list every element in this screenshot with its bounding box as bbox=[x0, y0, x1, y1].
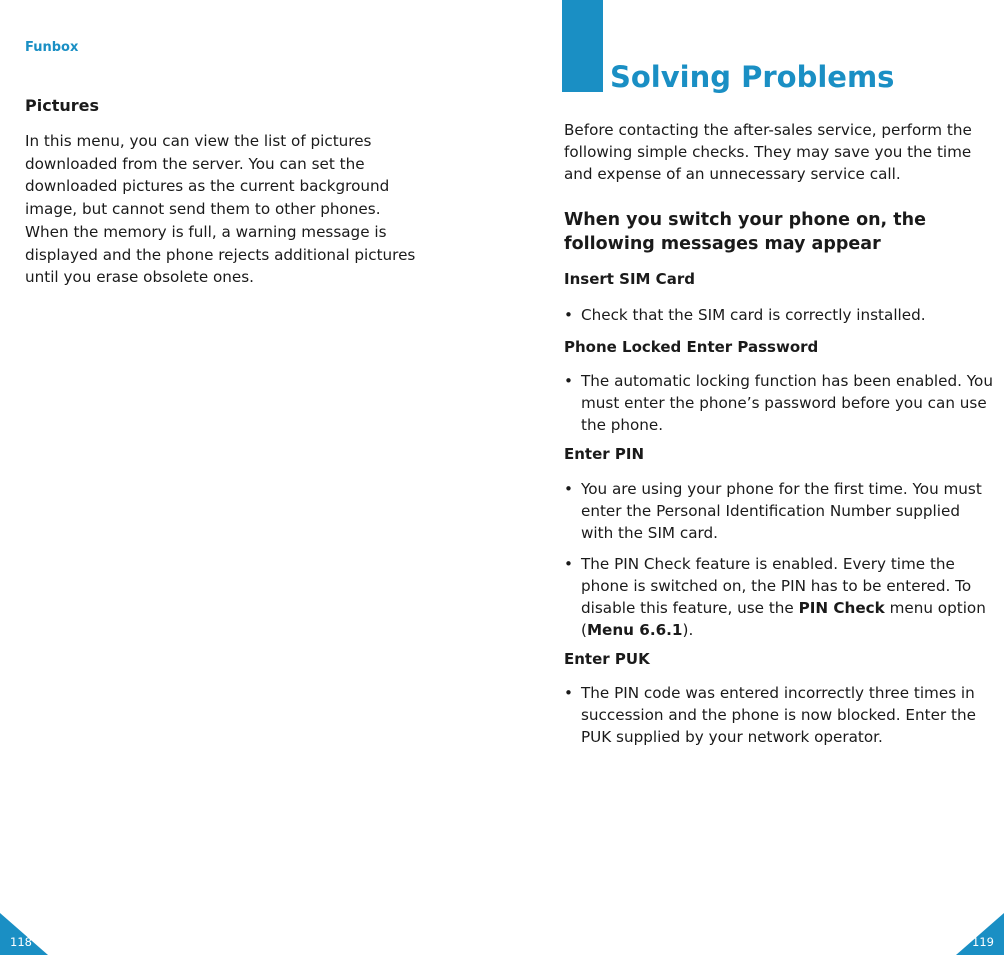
running-header: Funbox bbox=[25, 40, 79, 55]
item-title: Enter PIN bbox=[564, 445, 645, 463]
right-page bbox=[510, 0, 1004, 955]
bullet-text: The PIN code was entered incorrectly three times in succession and the phone is now blocked. Enter the PUK supplied by your network operator. bbox=[581, 684, 976, 746]
bullet-text: You are using your phone for the first time. You must enter the Personal Identification Number supplied with the SIM card. bbox=[581, 480, 982, 542]
page-number: 118 bbox=[10, 935, 32, 949]
bullet-icon: • bbox=[564, 372, 573, 390]
chapter-tab-marker bbox=[562, 0, 603, 92]
bullet-text: The automatic locking function has been enabled. You must enter the phone’s password before you can use the phone. bbox=[581, 372, 993, 434]
bullet-item bbox=[564, 304, 996, 326]
bullet-icon: • bbox=[564, 306, 573, 324]
item-title: Phone Locked Enter Password bbox=[564, 338, 819, 356]
bullet-icon: • bbox=[564, 480, 573, 498]
bullet-icon: • bbox=[564, 684, 573, 702]
bullet-item bbox=[564, 478, 996, 544]
bullet-item bbox=[564, 370, 996, 436]
item-title: Insert SIM Card bbox=[564, 270, 695, 288]
bullet-text: The PIN Check feature is enabled. Every time the phone is switched on, the PIN has to be entered. To disable this feature, use the PIN Check menu option (Menu 6.6.1). bbox=[581, 555, 986, 639]
page-number-left bbox=[0, 913, 48, 955]
left-page bbox=[0, 0, 490, 955]
item-title: Enter PUK bbox=[564, 650, 650, 668]
bullet-text: Check that the SIM card is correctly installed. bbox=[581, 306, 926, 324]
paragraph: In this menu, you can view the list of pictures downloaded from the server. You can set the downloaded pictures as the current background image, but cannot send them to other phones. bbox=[25, 132, 390, 218]
page-number: 119 bbox=[972, 935, 994, 949]
chapter-title: Solving Problems bbox=[610, 60, 895, 94]
section-title: Pictures bbox=[25, 96, 99, 115]
intro-paragraph: Before contacting the after-sales service, perform the following simple checks. They may save you the time and expense of an unnecessary service call. bbox=[564, 121, 972, 183]
bullet-item bbox=[564, 682, 996, 748]
page-number-right bbox=[956, 913, 1004, 955]
paragraph: When the memory is full, a warning message is displayed and the phone rejects additional pictures until you erase obsolete ones. bbox=[25, 223, 416, 286]
bullet-item bbox=[564, 553, 996, 641]
subheading: When you switch your phone on, the following messages may appear bbox=[564, 210, 926, 254]
bullet-icon: • bbox=[564, 555, 573, 573]
